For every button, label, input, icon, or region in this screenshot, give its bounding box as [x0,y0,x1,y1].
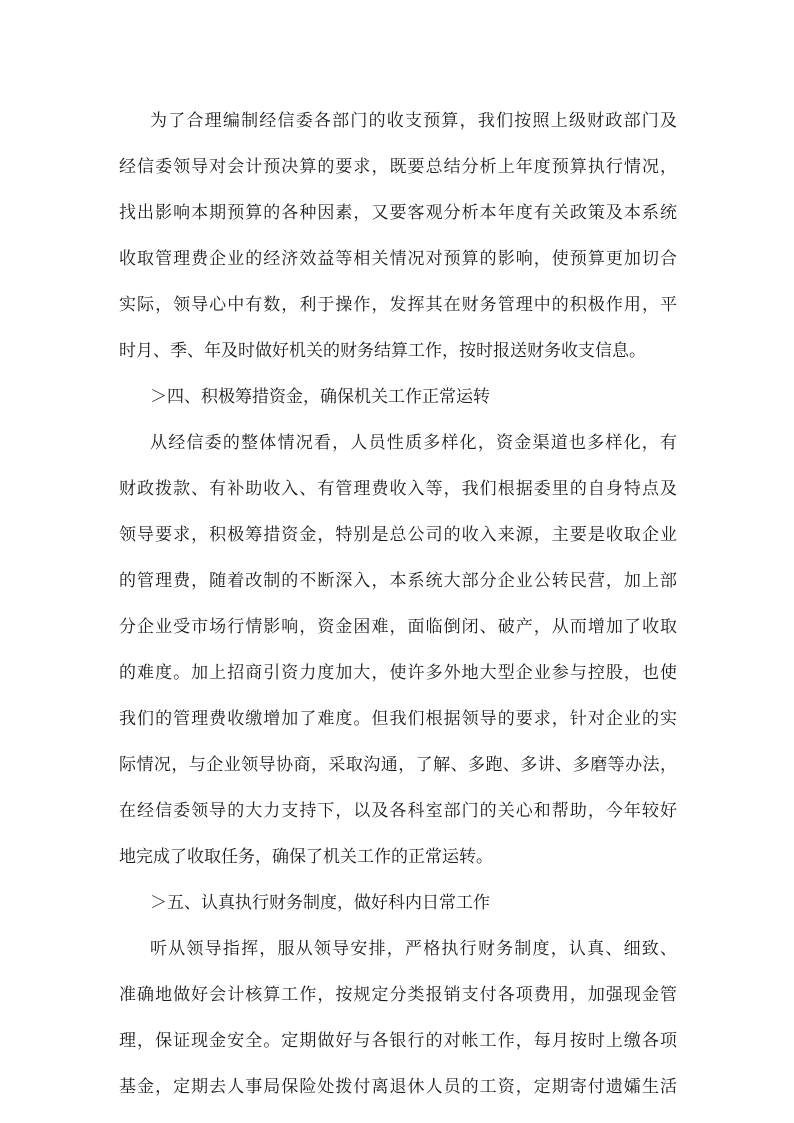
text-line: 领导要求，积极筹措资金，特别是总公司的收入来源，主要是收取企业 [119,525,677,545]
text-line: 际情况，与企业领导协商，采取沟通，了解、多跑、多讲、多磨等办法， [119,755,677,775]
text-line: 我们的管理费收缴增加了难度。但我们根据领导的要求，针对企业的实 [119,709,677,729]
text-line: 收取管理费企业的经济效益等相关情况对预算的影响，使预算更加切合 [119,249,677,269]
section-heading-5: ＞五、认真执行财务制度，做好科内日常工作 [150,893,490,913]
text-line: 理，保证现金安全。定期做好与各银行的对帐工作，每月按时上缴各项 [119,1031,677,1051]
text-line: 地完成了收取任务，确保了机关工作的正常运转。 [119,847,493,867]
text-line: 财政拨款、有补助收入、有管理费收入等，我们根据委里的自身特点及 [119,479,677,499]
section-heading-4: ＞四、积极筹措资金，确保机关工作正常运转 [150,387,490,407]
paragraph-daily-work [119,926,677,1110]
text-line: 实际，领导心中有数，利于操作，发挥其在财务管理中的积极作用，平 [119,295,677,315]
text-line: 找出影响本期预算的各种因素，又要客观分析本年度有关政策及本系统 [119,203,677,223]
text-line: 听从领导指挥，服从领导安排，严格执行财务制度，认真、细致、 [150,939,677,959]
text-line: 准确地做好会计核算工作，按规定分类报销支付各项费用，加强现金管 [119,985,677,1005]
text-line: 从经信委的整体情况看，人员性质多样化，资金渠道也多样化，有 [150,433,677,453]
text-line: 基金，定期去人事局保险处拨付离退休人员的工资，定期寄付遗孀生活 [119,1077,677,1097]
text-line: 在经信委领导的大力支持下，以及各科室部门的关心和帮助，今年较好 [119,801,677,821]
text-line: 的管理费，随着改制的不断深入，本系统大部分企业公转民营，加上部 [119,571,677,591]
text-line: 时月、季、年及时做好机关的财务结算工作，按时报送财务收支信息。 [119,341,646,361]
text-line: 为了合理编制经信委各部门的收支预算，我们按照上级财政部门及 [150,111,677,131]
text-line: 经信委领导对会计预决算的要求，既要总结分析上年度预算执行情况， [119,157,677,177]
text-line: 的难度。加上招商引资力度加大，使许多外地大型企业参与控股，也使 [119,663,677,683]
document-body [119,98,677,1110]
paragraph-budget [119,98,677,374]
paragraph-funding [119,420,677,880]
text-line: 分企业受市场行情影响，资金困难，面临倒闭、破产，从而增加了收取 [119,617,677,637]
